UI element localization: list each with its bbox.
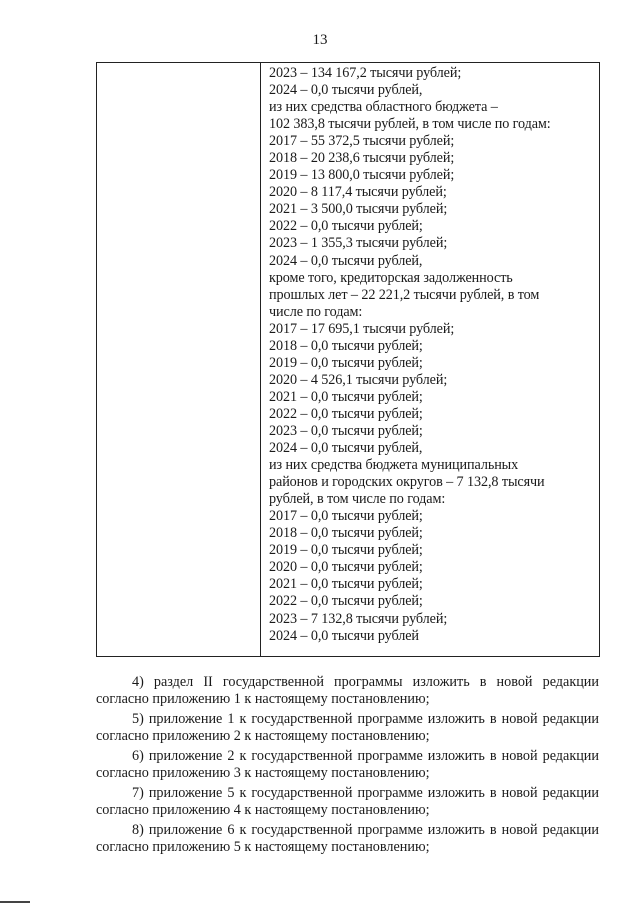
table-line: кроме того, кредиторская задолженность [269, 269, 513, 286]
page-number: 13 [312, 32, 328, 48]
table-line: 2024 – 0,0 тысячи рублей, [269, 440, 423, 457]
scan-edge-mark [0, 901, 30, 903]
amendment-item-8: 8) приложение 6 к государственной программе изложить в новой редакции согласно приложению 5 к настоящему постановлению; [96, 822, 599, 855]
table-line: из них средства бюджета муниципальных [269, 457, 519, 474]
table-line: 2023 – 1 355,3 тысячи рублей; [269, 235, 448, 252]
financing-table [96, 62, 600, 657]
table-line: 102 383,8 тысячи рублей, в том числе по годам: [269, 116, 551, 133]
table-line: 2020 – 4 526,1 тысячи рублей; [269, 371, 448, 388]
table-line: прошлых лет – 22 221,2 тысячи рублей, в том [269, 286, 540, 303]
table-line: 2019 – 0,0 тысячи рублей; [269, 354, 423, 371]
table-line: 2017 – 17 695,1 тысячи рублей; [269, 320, 455, 337]
table-line: 2018 – 0,0 тысячи рублей; [269, 525, 423, 542]
table-line: 2020 – 8 117,4 тысячи рублей; [269, 184, 447, 201]
table-column-divider [260, 63, 261, 656]
table-line: 2024 – 0,0 тысячи рублей, [269, 252, 423, 269]
table-line: 2022 – 0,0 тысячи рублей; [269, 593, 423, 610]
table-line: 2021 – 3 500,0 тысячи рублей; [269, 201, 448, 218]
table-line: из них средства областного бюджета – [269, 99, 498, 116]
table-line: 2018 – 0,0 тысячи рублей; [269, 337, 423, 354]
table-line: 2019 – 13 800,0 тысячи рублей; [269, 167, 455, 184]
amendment-item-4: 4) раздел II государственной программы изложить в новой редакции согласно приложению 1 к настоящему постановлению; [96, 674, 599, 707]
table-line: 2021 – 0,0 тысячи рублей; [269, 388, 423, 405]
amendment-item-6: 6) приложение 2 к государственной программе изложить в новой редакции согласно приложению 3 к настоящему постановлению; [96, 748, 599, 781]
table-line: рублей, в том числе по годам: [269, 491, 446, 508]
table-line: 2023 – 134 167,2 тысячи рублей; [269, 65, 462, 81]
amendment-list [96, 674, 599, 859]
table-line: 2022 – 0,0 тысячи рублей; [269, 405, 423, 422]
table-line: 2018 – 20 238,6 тысячи рублей; [269, 150, 455, 167]
table-line: 2020 – 0,0 тысячи рублей; [269, 559, 423, 576]
table-line: 2024 – 0,0 тысячи рублей [269, 627, 419, 644]
table-line: 2023 – 0,0 тысячи рублей; [269, 422, 423, 439]
table-line: 2019 – 0,0 тысячи рублей; [269, 542, 423, 559]
table-line: 2022 – 0,0 тысячи рублей; [269, 218, 423, 235]
amendment-item-7: 7) приложение 5 к государственной программе изложить в новой редакции согласно приложению 4 к настоящему постановлению; [96, 785, 599, 818]
table-line: 2017 – 0,0 тысячи рублей; [269, 508, 423, 525]
table-right-cell [269, 65, 601, 645]
table-line: числе по годам: [269, 303, 363, 320]
amendment-item-5: 5) приложение 1 к государственной программе изложить в новой редакции согласно приложению 2 к настоящему постановлению; [96, 711, 599, 744]
table-line: 2021 – 0,0 тысячи рублей; [269, 576, 423, 593]
table-line: 2017 – 55 372,5 тысячи рублей; [269, 133, 455, 150]
table-line: 2024 – 0,0 тысячи рублей, [269, 82, 423, 99]
table-line: районов и городских округов – 7 132,8 тысячи [269, 474, 545, 491]
table-line: 2023 – 7 132,8 тысячи рублей; [269, 610, 448, 627]
